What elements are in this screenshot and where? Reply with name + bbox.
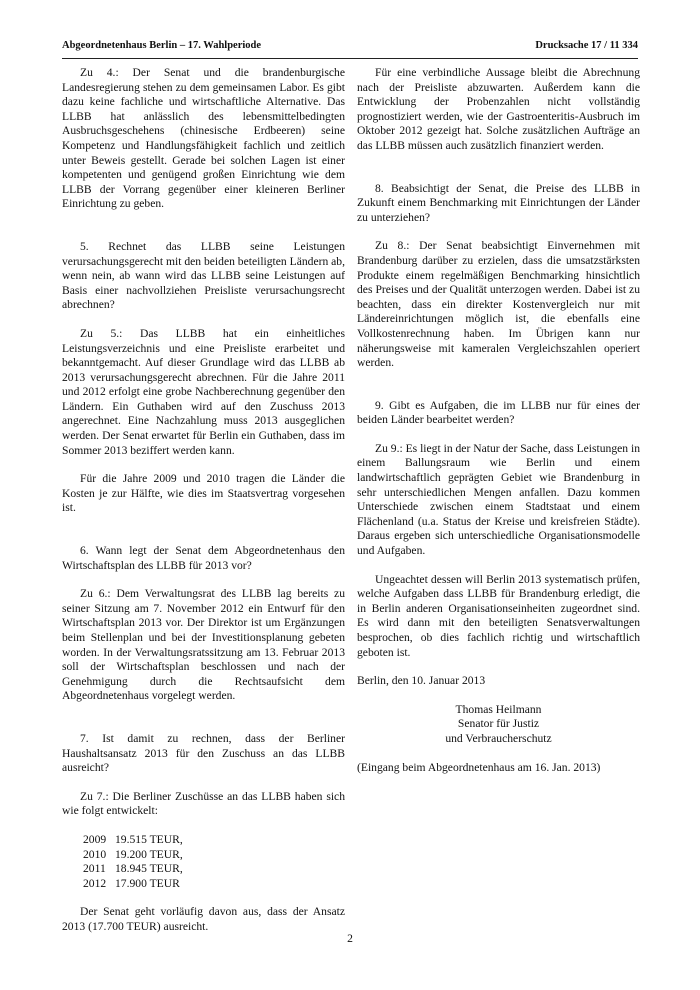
answer-5: Zu 5.: Das LLBB hat ein einheitliches Leistungsverzeichnis und eine Preisliste erarbeitet und bekanntgemacht. Auf dieser Grundlage wird das LLBB ab 2013 verursachungsgerecht abrechnen. Für die Jahre 2011 und 2012 erfolgt eine grobe Nachberechnung gegenüber den Ländern. Ein Guthaben wird auf den Zuschuss 2013 angerechnet. Eine Nachzahlung muss 2013 ausgeglichen werden. Der Senat erwartet für Berlin ein Guthaben, dass im Sommer 2013 beziffert werden kann.: [62, 326, 345, 457]
subsidy-row: 2009 19.515 TEUR,: [83, 832, 183, 846]
date-line: Berlin, den 10. Januar 2013: [357, 674, 486, 688]
answer-8: Zu 8.: Der Senat beabsichtigt Einvernehmen mit Brandenburg darüber zu erzielen, dass die umsatzstärksten Produkte einem regelmäßigen Benchmarking hinsichtlich des Preises und der Qualität unterzogen werden. Dabei ist zu beachten, dass ein direkter Kostenvergleich nur mit Ländereinrichtungen möglich ist, die ebenfalls eine Vollkostenrechnung haben. Im Übrigen kann nur näherungsweise mit kameralen Vergleichszahlen operiert werden.: [357, 239, 640, 370]
question-8: 8. Beabsichtigt der Senat, die Preise des LLBB in Zukunft einem Benchmarking mit Einrichtungen der Länder zu unterziehen?: [357, 181, 640, 224]
header-left: Abgeordnetenhaus Berlin – 17. Wahlperiode: [62, 40, 262, 51]
left-column: [62, 66, 345, 935]
question-7: 7. Ist damit zu rechnen, dass der Berliner Haushaltsansatz 2013 für den Zuschuss an das LLBB ausreicht?: [62, 731, 345, 775]
page-header: [62, 36, 638, 59]
answer-9-continued: Ungeachtet dessen will Berlin 2013 systematisch prüfen, welche Aufgaben dass LLBB für Brandenburg erledigt, die in Berlin anderen Organisationseinheiten zugeordnet sind. Es wird dann mit den beteiligten Senatsverwaltungen besprochen, ob dies fachlich richtig und wirtschaftlich geboten ist.: [357, 572, 640, 659]
page-number: 2: [347, 932, 353, 945]
answer-4-paragraph: Zu 4.: Der Senat und die brandenburgische Landesregierung stehen zu dem gemeinsamen Labor. Es gibt dazu keine fachliche und wirtschaftliche Alternative. Das LLBB hat anlässlich des lebensmittelbedingten Ausbruchsgeschehens (chinesische Erdbeeren) seine Kompetenz und Handlungsfähigkeit fachlich und zeitlich unter Beweis gestellt. Gerade bei solchen Lagen ist einer kompetenten und genügend großen Einrichtung wie dem LLBB der Vorrang gegenüber einer kleineren Berliner Einrichtung zu geben.: [62, 66, 345, 211]
question-6: 6. Wann legt der Senat dem Abgeordnetenhaus den Wirtschaftsplan des LLBB für 2013 vor?: [62, 544, 345, 572]
subsidy-row: 2012 17.900 TEUR: [83, 876, 180, 890]
answer-9: Zu 9.: Es liegt in der Natur der Sache, dass Leistungen in einem Ballungsraum wie Berlin und einem landwirtschaftlich geprägten Gebiet wie Brandenburg in sehr unterschiedlichen Mengen anfallen. Dazu kommen Unterschiede zwischen einem Stadtstaat und einem Flächenland (u.a. Status der Kreise und kreisfreien Städte). Daraus ergeben sich unterschiedliche Organisationsmodelle und Aufgaben.: [357, 441, 640, 558]
header-right: Drucksache 17 / 11 334: [535, 40, 638, 51]
answer-6: Zu 6.: Dem Verwaltungsrat des LLBB lag bereits zu seiner Sitzung am 7. November 2012 ein Entwurf für den Wirtschaftsplan 2013 vor. Der Direktor ist um Ergänzungen beim Stellenplan und bei der Investitionsplanung gebeten worden. In der Verwaltungsratssitzung am 13. Februar 2013 soll der Wirtschaftsplan beschlossen und nach der Genehmigung durch die Rechtsaufsicht dem Abgeordnetenhaus vorgelegt werden.: [62, 587, 345, 703]
receipt-note: (Eingang beim Abgeordnetenhaus am 16. Jan. 2013): [357, 760, 601, 774]
subsidy-table: [83, 833, 345, 891]
signature-name: Thomas Heilmann: [455, 702, 542, 716]
question-9: 9. Gibt es Aufgaben, die im LLBB nur für eines der beiden Länder bearbeitet werden?: [357, 398, 640, 427]
subsidy-row: 2010 19.200 TEUR,: [83, 847, 183, 861]
signature-title-2: und Verbraucherschutz: [445, 731, 552, 745]
answer-5-continued: Für die Jahre 2009 und 2010 tragen die Länder die Kosten je zur Hälfte, wie dies im Staatsvertrag vorgesehen ist.: [62, 472, 345, 515]
question-5: 5. Rechnet das LLBB seine Leistungen verursachungsgerecht mit den beiden beteiligten Ländern ab, wenn nein, ab wann wird das LLBB seine Leistungen auf Basis einer nachvollziehen Preisliste verursachungsrecht abrechnen?: [62, 239, 345, 312]
answer-7-final: Für eine verbindliche Aussage bleibt die Abrechnung nach der Preisliste abzuwarten. Außerdem kann die Entwicklung der Probenzahlen nicht vollständig prognostiziert werden, wie der Gastroenteritis-Ausbruch im Oktober 2012 gezeigt hat. Solche zusätzlichen Aufträge an das LLBB müssen auch zusätzlich finanziert werden.: [357, 66, 640, 152]
answer-7-continued: Der Senat geht vorläufig davon aus, dass der Ansatz 2013 (17.700 TEUR) ausreicht.: [62, 905, 345, 933]
signature-title: Senator für Justiz: [457, 717, 540, 731]
answer-7: Zu 7.: Die Berliner Zuschüsse an das LLBB haben sich wie folgt entwickelt:: [62, 789, 345, 818]
right-column: [357, 66, 640, 775]
subsidy-row: 2011 18.945 TEUR,: [83, 862, 183, 876]
